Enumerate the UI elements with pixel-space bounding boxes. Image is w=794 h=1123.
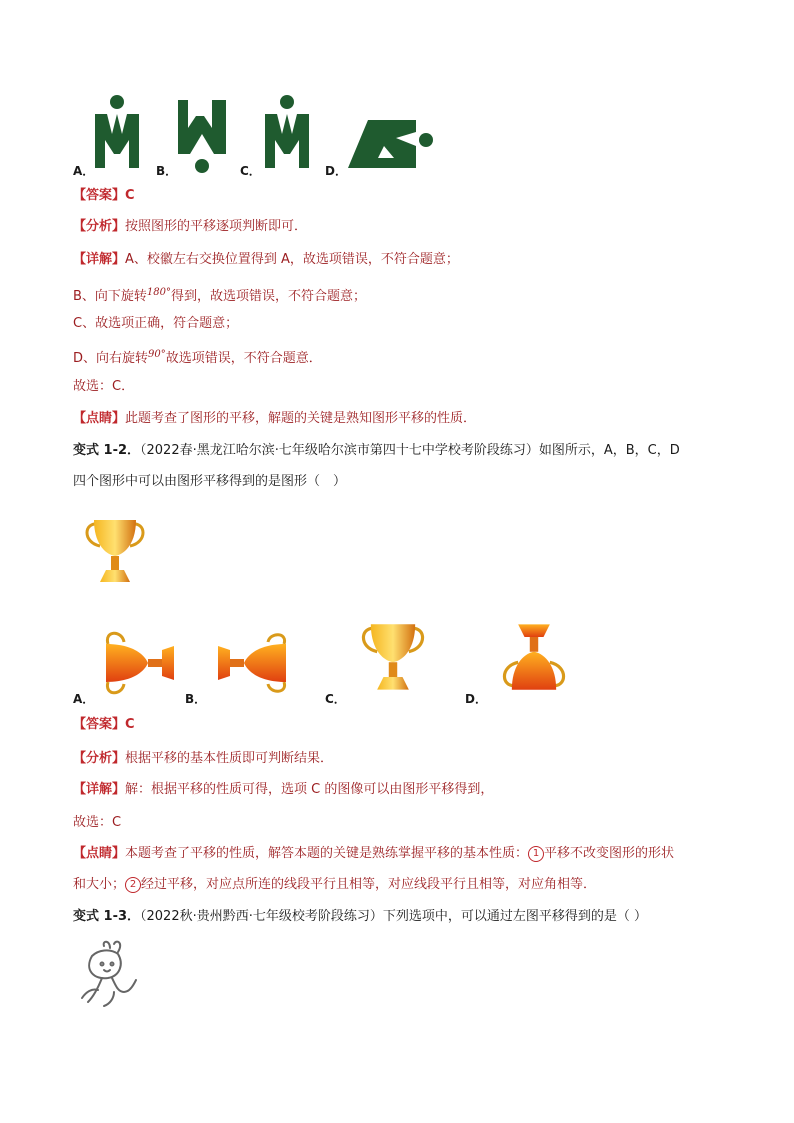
option-label-d: D． (325, 164, 347, 178)
circled-number: 2 (125, 877, 141, 893)
question-text: 四个图形中可以由图形平移得到的是图形（ ） (73, 474, 347, 489)
q2-detail-line (73, 780, 493, 800)
analysis-text: 根据平移的基本性质即可判断结果． (125, 751, 334, 766)
logo-option-b-image (174, 98, 230, 176)
q1-choose-line (73, 377, 134, 397)
q2-answer-line (73, 715, 135, 735)
logo-option-a-image (92, 94, 142, 172)
comment-tag: 【点睛】 (73, 411, 126, 426)
answer-value: C (125, 717, 135, 732)
question-number: 变式 1-2． (73, 443, 141, 458)
q2-question-line-1 (73, 441, 680, 461)
comment-text: 平移不改变图形的形状 (544, 846, 675, 861)
q2-comment-line-1 (73, 844, 674, 864)
detail-text: A、校徽左右交换位置得到 A，故选项错误，不符合题意； (125, 252, 459, 267)
q1-detail-d-line (73, 345, 322, 369)
option-label-d: D． (465, 692, 487, 706)
analysis-tag: 【分析】 (73, 219, 126, 234)
option-label-a: A． (73, 164, 95, 178)
trophy-option-c-image (356, 620, 430, 696)
q1-answer-line (73, 186, 135, 206)
q2-analysis-line (73, 749, 333, 769)
choose-text: 故选：C． (73, 379, 135, 394)
option-label-a: A． (73, 692, 95, 706)
q2-comment-line-2 (73, 875, 596, 895)
angle-value: 180° (146, 287, 172, 298)
answer-tag: 【答案】 (73, 717, 126, 732)
answer-value: C (125, 188, 135, 203)
detail-text: C、故选项正确，符合题意； (73, 316, 239, 331)
question-text: （2022秋·贵州黔西·七年级校考阶段练习）下列选项中，可以通过左图平移得到的是（ ） (140, 909, 647, 924)
q1-comment-line (73, 409, 476, 429)
trophy-option-b-image (212, 632, 292, 694)
detail-text: 得到，故选项错误，不符合题意； (171, 289, 367, 304)
detail-tag: 【详解】 (73, 782, 126, 797)
detail-text: B、向下旋转 (73, 289, 147, 304)
logo-option-d-image (346, 112, 436, 172)
detail-text: 解：根据平移的性质可得，选项 C 的图像可以由图形平移得到， (125, 782, 494, 797)
option-label-c: C． (240, 164, 261, 178)
question-number: 变式 1-3． (73, 909, 141, 924)
trophy-reference-image (80, 516, 150, 588)
q1-analysis-line (73, 217, 307, 237)
choose-text: 故选：C (73, 815, 122, 830)
answer-tag: 【答案】 (73, 188, 126, 203)
comment-text: 此题考查了图形的平移，解题的关键是熟知图形平移的性质． (125, 411, 477, 426)
option-label-c: C． (325, 692, 346, 706)
option-label-b: B． (156, 164, 178, 178)
q1-detail-b-line (73, 283, 366, 307)
q2-choose-line (73, 813, 121, 833)
trophy-option-d-image (496, 618, 572, 694)
analysis-tag: 【分析】 (73, 751, 126, 766)
detail-tag: 【详解】 (73, 252, 126, 267)
analysis-text: 按照图形的平移逐项判断即可． (125, 219, 308, 234)
comment-text: 本题考查了平移的性质，解答本题的关键是熟练掌握平移的基本性质： (125, 846, 529, 861)
comment-text: 和大小； (73, 877, 126, 892)
question-text: （2022春·黑龙江哈尔滨·七年级哈尔滨市第四十七中学校考阶段练习）如图所示，A，B，C，D (140, 443, 680, 458)
comment-text: 经过平移，对应点所连的线段平行且相等，对应线段平行且相等，对应角相等． (141, 877, 597, 892)
q1-detail-a-line (73, 250, 459, 270)
q3-question-line (73, 907, 647, 927)
trophy-option-a-image (100, 630, 180, 696)
option-label-b: B． (185, 692, 207, 706)
logo-option-c-image (262, 94, 312, 172)
detail-text: 故选项错误，不符合题意． (165, 351, 322, 366)
comment-tag: 【点睛】 (73, 846, 126, 861)
q2-question-line-2 (73, 472, 346, 492)
rabbit-sketch-image (74, 940, 140, 1010)
angle-value: 90° (148, 349, 166, 360)
detail-text: D、向右旋转 (73, 351, 149, 366)
q1-detail-c-line (73, 314, 238, 334)
circled-number: 1 (528, 846, 544, 862)
